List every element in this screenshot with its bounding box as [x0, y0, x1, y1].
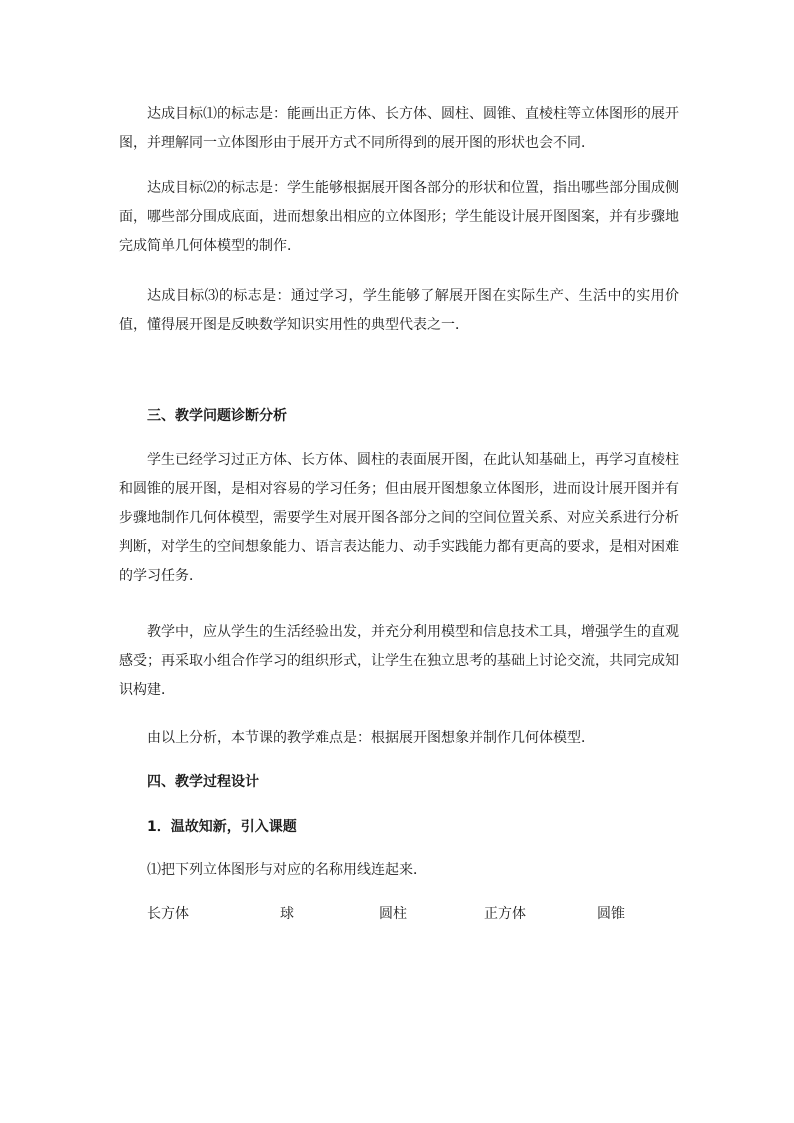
section-3-paragraph-3: 由以上分析，本节课的教学难点是：根据展开图想象并制作几何体模型．	[147, 730, 595, 746]
section-3-heading: 三、教学问题诊断分析	[147, 408, 287, 424]
section-3-paragraph-1: 学生已经学习过正方体、长方体、圆柱的表面展开图，在此认知基础上，再学习直棱柱和圆锥的展开图，是相对容易的学习任务；但由展开图想象立体图形，进而设计展开图并有步骤地制作几何体模型，需要学生对展开图各部分之间的空间位置关系、对应关系进行分析判断，对学生的空间想象能力、语言表达能力、动手实践能力都有更高的要求，是相对困难的学习任务．	[119, 452, 679, 584]
solid-names-row	[147, 903, 667, 925]
solid-name-cube: 正方体	[484, 906, 526, 922]
section-4-heading: 四、教学过程设计	[147, 774, 259, 790]
section-3-paragraph-2: 教学中，应从学生的生活经验出发，并充分利用模型和信息技术工具，增强学生的直观感受；再采取小组合作学习的组织形式，让学生在独立思考的基础上讨论交流，共同完成知识构建．	[119, 624, 679, 698]
task-1-instruction: ⑴把下列立体图形与对应的名称用线连起来．	[147, 862, 427, 878]
goal-2-paragraph: 达成目标⑵的标志是：学生能够根据展开图各部分的形状和位置，指出哪些部分围成侧面，哪些部分围成底面，进而想象出相应的立体图形；学生能设计展开图图案，并有步骤地完成简单几何体模型的制作．	[119, 180, 679, 254]
goal-1-paragraph: 达成目标⑴的标志是：能画出正方体、长方体、圆柱、圆锥、直棱柱等立体图形的展开图，并理解同一立体图形由于展开方式不同所得到的展开图的形状也会不同．	[119, 106, 679, 151]
solid-name-cylinder: 圆柱	[379, 906, 407, 922]
goal-3-paragraph: 达成目标⑶的标志是：通过学习，学生能够了解展开图在实际生产、生活中的实用价值，懂得展开图是反映数学知识实用性的典型代表之一．	[119, 288, 679, 333]
step-1-heading: 1．温故知新，引入课题	[147, 819, 297, 835]
solid-name-cone: 圆锥	[597, 906, 625, 922]
solid-name-sphere: 球	[280, 906, 294, 922]
solid-name-cuboid: 长方体	[147, 906, 189, 922]
